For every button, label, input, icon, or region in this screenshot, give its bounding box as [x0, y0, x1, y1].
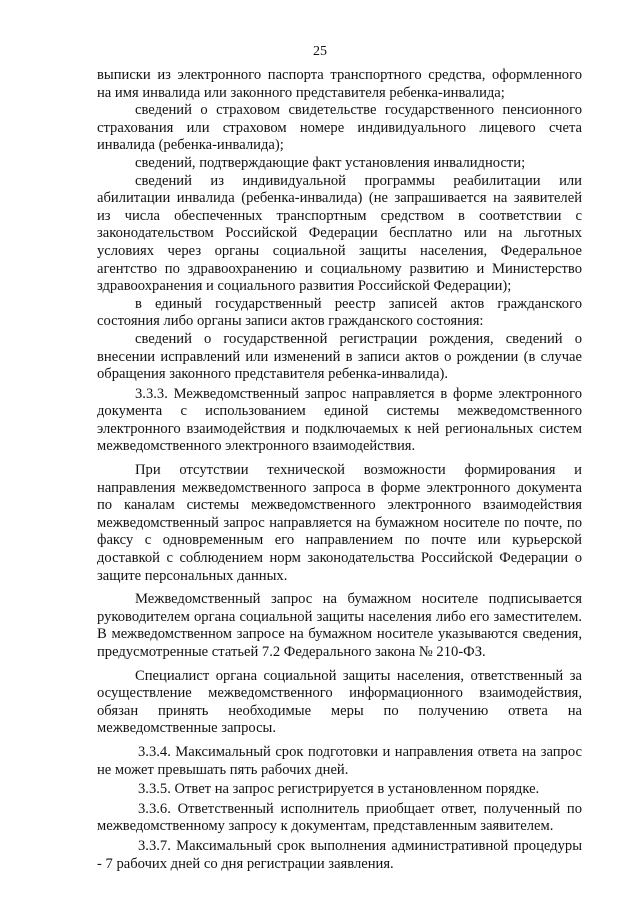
paragraph-3-3-3: 3.3.3. Межведомственный запрос направляется в форме электронного документа с использованием единой системы межведомственного электронного взаимодействия и подключаемых к ней региональных систем межведомственного электронного взаимодействия. [97, 385, 582, 455]
paragraph-rehabilitation-program: сведений из индивидуальной программы реабилитации или абилитации инвалида (ребенка-инвалида) (не запрашивается на заявителей из числа обеспеченных транспортным средством в соответствии с законодательством Российской Федерации бесплатно или на льготных условиях через органы социальной защиты населения, Федеральное агентство по здравоохранению и социальному развитию и Министерство здравоохранения и социального развития Российской Федерации); [97, 172, 582, 295]
paragraph-3-3-6: 3.3.6. Ответственный исполнитель приобщает ответ, полученный по межведомственному запросу к документам, представленным заявителем. [97, 800, 582, 835]
paragraph-paper-request: При отсутствии технической возможности формирования и направления межведомственного запроса в форме электронного документа по каналам системы межведомственного электронного взаимодействия межведомственный запрос направляется на бумажном носителе по почте, по факсу с одновременным его направлением по почте или курьерской доставкой с соблюдением норм законодательства Российской Федерации о защите персональных данных. [97, 462, 582, 584]
paragraph-paper-request-signing: Межведомственный запрос на бумажном носителе подписывается руководителем органа социальной защиты населения либо его заместителем. В межведомственном запросе на бумажном носителе указываются сведения, предусмотренные статьей 7.2 Федерального закона № 210-ФЗ. [97, 591, 582, 660]
paragraph-birth-registration: сведений о государственной регистрации рождения, сведений о внесении исправлений или изменений в записи актов о рождении (в случае обращения законного представителя ребенка-инвалида). [97, 330, 582, 383]
paragraph-vehicle-passport: выписки из электронного паспорта транспортного средства, оформленного на имя инвалида или законного представителя ребенка-инвалида; [97, 67, 582, 101]
paragraph-disability-fact: сведений, подтверждающие факт установления инвалидности; [135, 154, 526, 171]
paragraph-3-3-4: 3.3.4. Максимальный срок подготовки и направления ответа на запрос не может превышать пять рабочих дней. [97, 743, 582, 778]
paragraph-civil-registry: в единый государственный реестр записей актов гражданского состояния либо органы записи актов гражданского состояния: [97, 295, 582, 330]
paragraph-specialist-duty: Специалист органа социальной защиты населения, ответственный за осуществление межведомственного информационного взаимодействия, обязан принять необходимые меры по получению ответа на межведомственные запросы. [97, 667, 582, 737]
paragraph-insurance-certificate: сведений о страховом свидетельстве государственного пенсионного страхования или страховом номере индивидуального лицевого счета инвалида (ребенка-инвалида); [97, 102, 582, 154]
page-number: 25 [313, 44, 327, 59]
paragraph-3-3-7: 3.3.7. Максимальный срок выполнения административной процедуры - 7 рабочих дней со дня регистрации заявления. [97, 837, 582, 872]
paragraph-3-3-5: 3.3.5. Ответ на запрос регистрируется в установленном порядке. [138, 781, 540, 798]
document-body [97, 67, 582, 873]
